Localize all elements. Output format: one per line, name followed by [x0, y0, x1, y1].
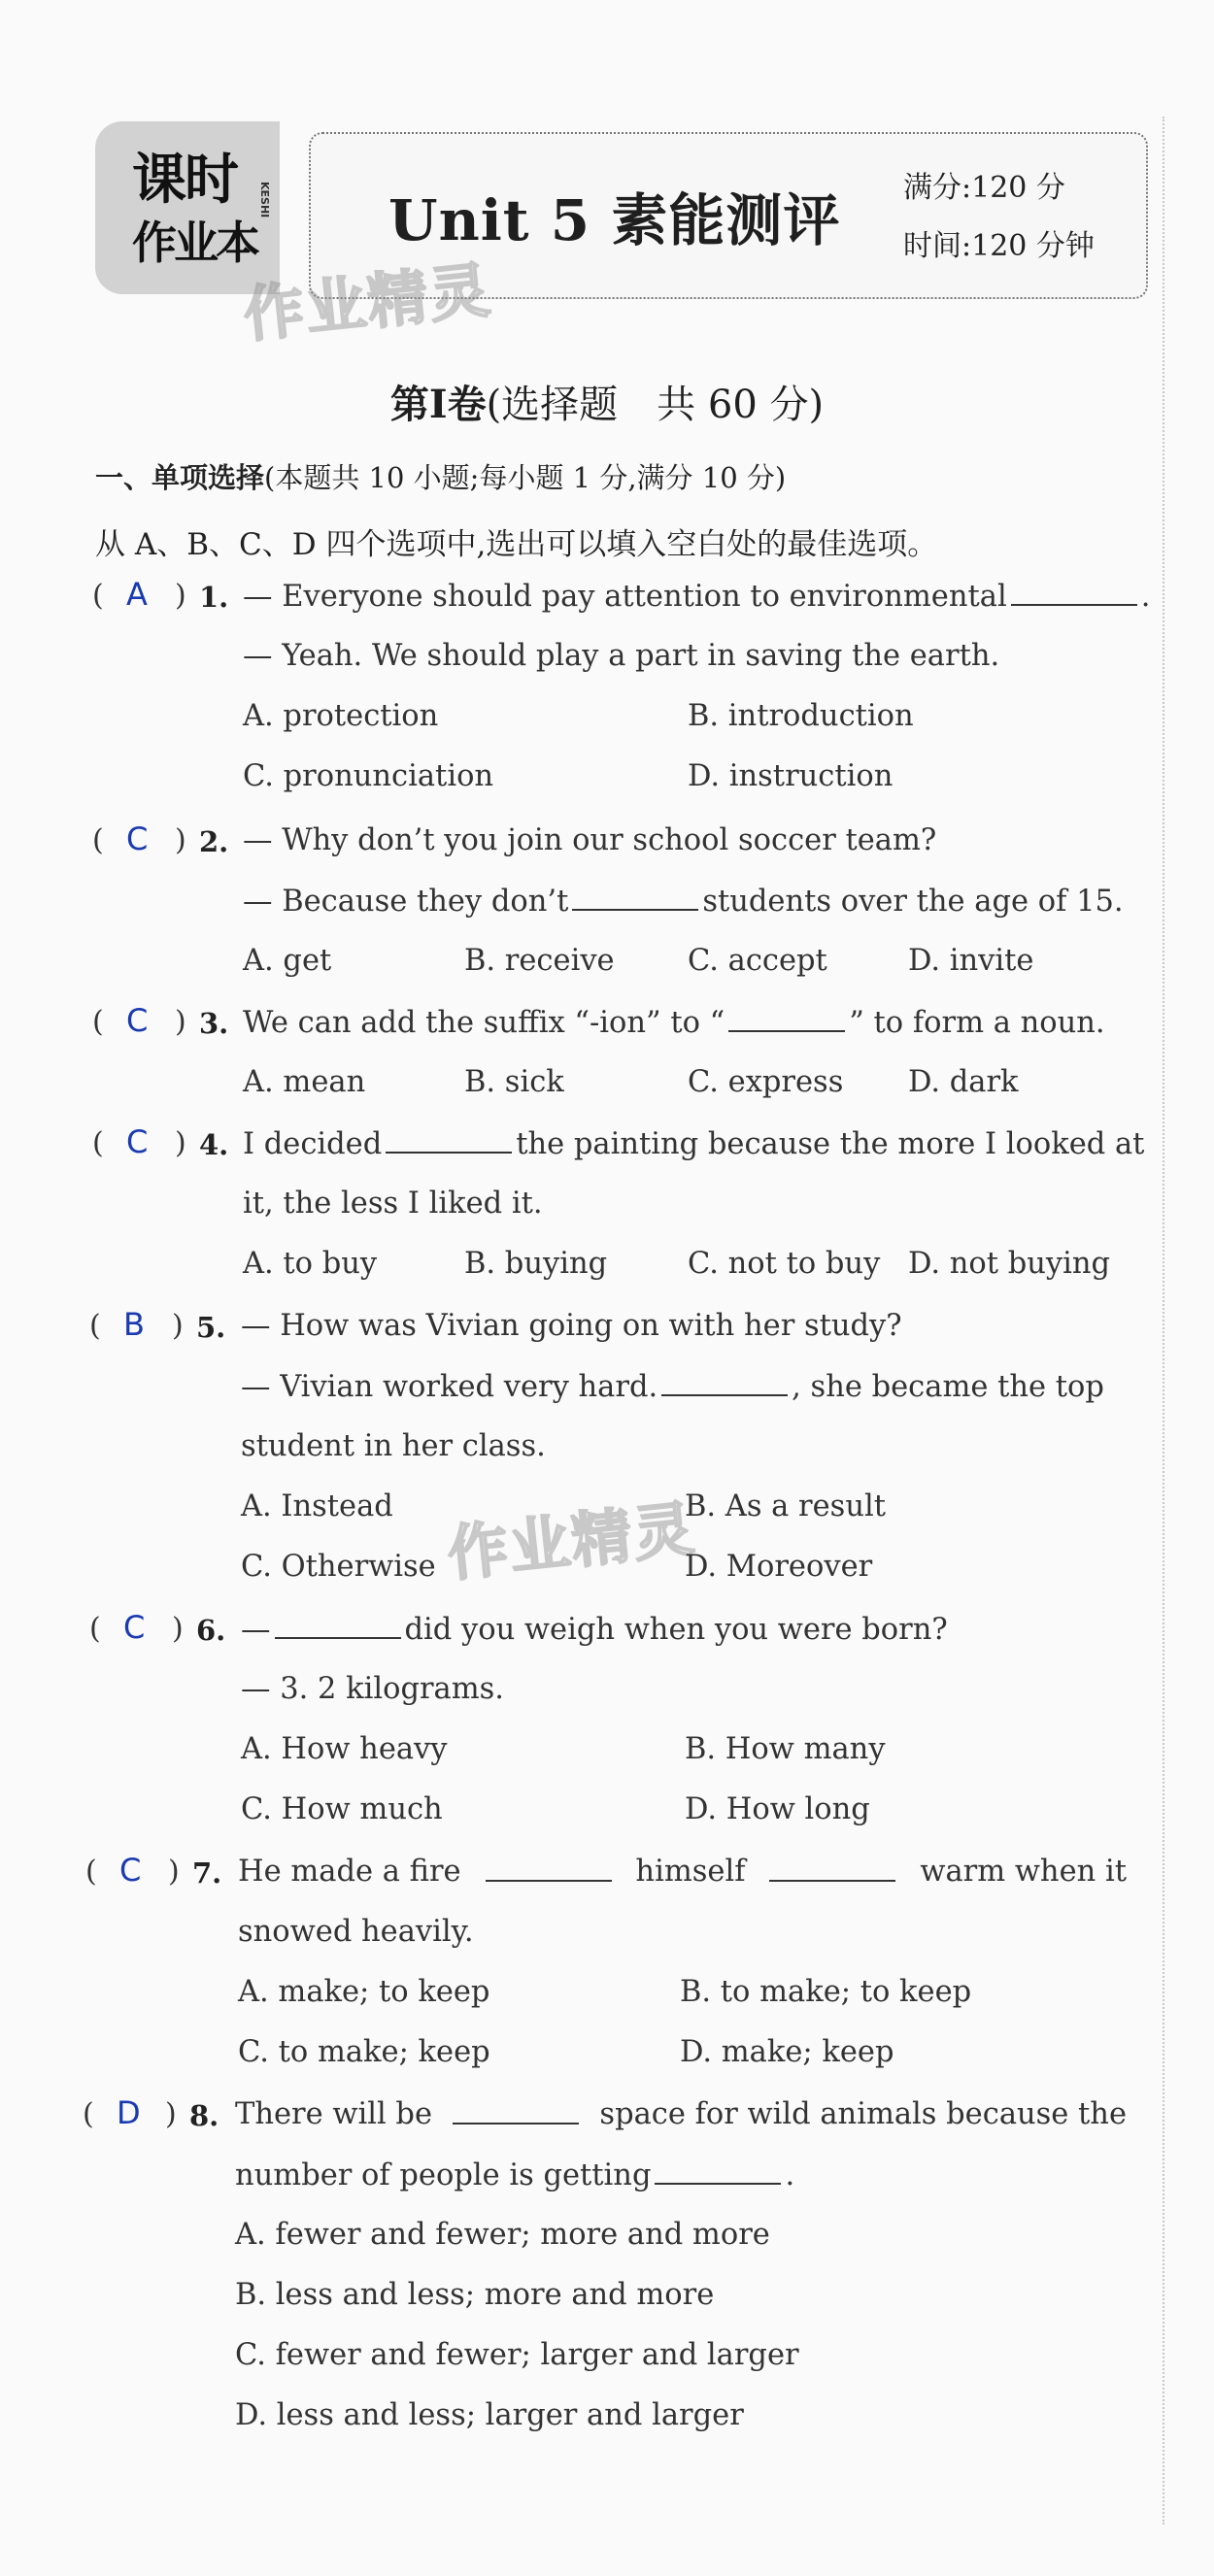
question-text: — Because they don’t students over the age of 15.	[243, 885, 1124, 919]
option: D. not buying	[908, 1247, 1111, 1281]
option: A. protection	[243, 699, 439, 733]
full-score: 满分:120 分	[903, 171, 1065, 205]
option: D. Moreover	[685, 1550, 873, 1584]
option: C. Otherwise	[241, 1550, 436, 1584]
question-text: — How was Vivian going on with her study?	[241, 1309, 902, 1343]
answer-blank	[275, 1612, 401, 1639]
option: D. How long	[685, 1792, 870, 1826]
question-text: I decided the painting because the more I looked at	[243, 1127, 1145, 1161]
question-text: He made a fire himself warm when it	[238, 1855, 1127, 1889]
option: B. receive	[464, 944, 615, 978]
option: C. How much	[241, 1792, 443, 1826]
answer-blank	[386, 1126, 512, 1154]
margin-guide	[1163, 117, 1164, 2525]
option: A. mean	[243, 1065, 366, 1099]
option: B. buying	[464, 1247, 608, 1281]
option: B. sick	[464, 1065, 564, 1099]
question-text: it, the less I liked it.	[243, 1187, 543, 1221]
answer-bracket: (	[92, 579, 104, 613]
option: B. As a result	[685, 1489, 886, 1523]
answer-mark: B	[123, 1306, 145, 1343]
answer-bracket: )	[172, 1309, 184, 1343]
option: A. to buy	[243, 1247, 378, 1281]
option: D. invite	[908, 944, 1034, 978]
logo-line2: 作业本	[132, 217, 257, 269]
answer-blank	[728, 1005, 845, 1032]
answer-bracket: (	[85, 1855, 97, 1889]
answer-mark: A	[126, 576, 148, 613]
answer-bracket: )	[168, 1855, 180, 1889]
answer-blank	[1011, 579, 1137, 606]
answer-mark: C	[123, 1609, 146, 1646]
answer-mark: C	[126, 820, 149, 857]
answer-mark: C	[126, 1002, 149, 1039]
option: A. make; to keep	[238, 1975, 490, 2009]
option: A. get	[243, 944, 332, 978]
watermark: 作业精灵	[444, 1492, 699, 1590]
question-number: 5.	[196, 1311, 226, 1344]
option: C. not to buy	[688, 1247, 881, 1281]
option: D. instruction	[688, 759, 894, 793]
answer-bracket: )	[175, 1126, 186, 1160]
option: A. How heavy	[241, 1732, 448, 1766]
answer-blank	[655, 2158, 781, 2185]
answer-bracket: )	[175, 823, 186, 857]
question-number: 7.	[192, 1857, 222, 1890]
answer-bracket: (	[83, 2097, 94, 2131]
question-text: — Yeah. We should play a part in saving the earth.	[243, 639, 1000, 673]
question-number: 2.	[199, 825, 229, 858]
answer-blank	[486, 1855, 612, 1882]
option: B. to make; to keep	[680, 1975, 972, 2009]
logo-line1: 课时	[132, 149, 237, 212]
answer-blank	[453, 2097, 579, 2124]
question-text: — did you weigh when you were born?	[241, 1613, 948, 1647]
question-text: There will be space for wild animals because the	[235, 2097, 1127, 2131]
answer-mark: C	[119, 1852, 142, 1889]
question-text: — Vivian worked very hard. , she became the top	[241, 1370, 1104, 1404]
question-text: number of people is getting .	[235, 2158, 795, 2192]
instruction: 从 A、B、C、D 四个选项中,选出可以填入空白处的最佳选项。	[95, 527, 938, 562]
question-text: — Everyone should pay attention to environmental .	[243, 580, 1151, 614]
answer-mark: D	[117, 2094, 141, 2131]
option: B. less and less; more and more	[235, 2278, 715, 2312]
answer-mark: C	[126, 1123, 149, 1160]
answer-bracket: (	[92, 823, 104, 857]
page-title: Unit 5 素能测评	[388, 187, 841, 253]
logo-pinyin: KESHI	[258, 182, 271, 218]
option: C. express	[688, 1065, 844, 1099]
question-number: 1.	[199, 581, 229, 614]
question-text: student in her class.	[241, 1429, 546, 1463]
question-number: 6.	[196, 1614, 226, 1647]
question-text: snowed heavily.	[238, 1915, 474, 1949]
answer-bracket: (	[89, 1309, 101, 1343]
part-header: 一、单项选择(本题共 10 小题;每小题 1 分,满分 10 分)	[95, 461, 787, 494]
answer-bracket: )	[165, 2097, 177, 2131]
answer-bracket: (	[89, 1612, 101, 1646]
option: C. to make; keep	[238, 2035, 490, 2069]
section-title: 第Ⅰ卷(选择题 共 60 分)	[389, 382, 825, 427]
option: B. How many	[685, 1732, 886, 1766]
answer-bracket: )	[175, 1005, 186, 1039]
question-text: We can add the suffix “-ion” to “ ” to form a noun.	[243, 1006, 1105, 1040]
option: D. make; keep	[680, 2035, 894, 2069]
question-text: — 3. 2 kilograms.	[241, 1672, 505, 1706]
watermark: 作业精灵	[240, 253, 495, 351]
option: D. less and less; larger and larger	[235, 2398, 744, 2432]
option: C. fewer and fewer; larger and larger	[235, 2338, 799, 2372]
exam-time: 时间:120 分钟	[903, 229, 1095, 263]
option: A. Instead	[241, 1489, 393, 1523]
option: C. accept	[688, 944, 827, 978]
answer-bracket: (	[92, 1005, 104, 1039]
option: D. dark	[908, 1065, 1019, 1099]
question-number: 4.	[199, 1128, 229, 1161]
answer-blank	[661, 1369, 788, 1396]
answer-bracket: )	[172, 1612, 184, 1646]
answer-bracket: )	[175, 579, 186, 613]
option: B. introduction	[688, 699, 914, 733]
question-text: — Why don’t you join our school soccer team?	[243, 823, 937, 857]
question-number: 3.	[199, 1007, 229, 1040]
answer-blank	[572, 884, 698, 911]
option: A. fewer and fewer; more and more	[235, 2218, 770, 2252]
question-number: 8.	[189, 2099, 219, 2132]
option: C. pronunciation	[243, 759, 494, 793]
answer-bracket: (	[92, 1126, 104, 1160]
answer-blank	[769, 1855, 895, 1882]
